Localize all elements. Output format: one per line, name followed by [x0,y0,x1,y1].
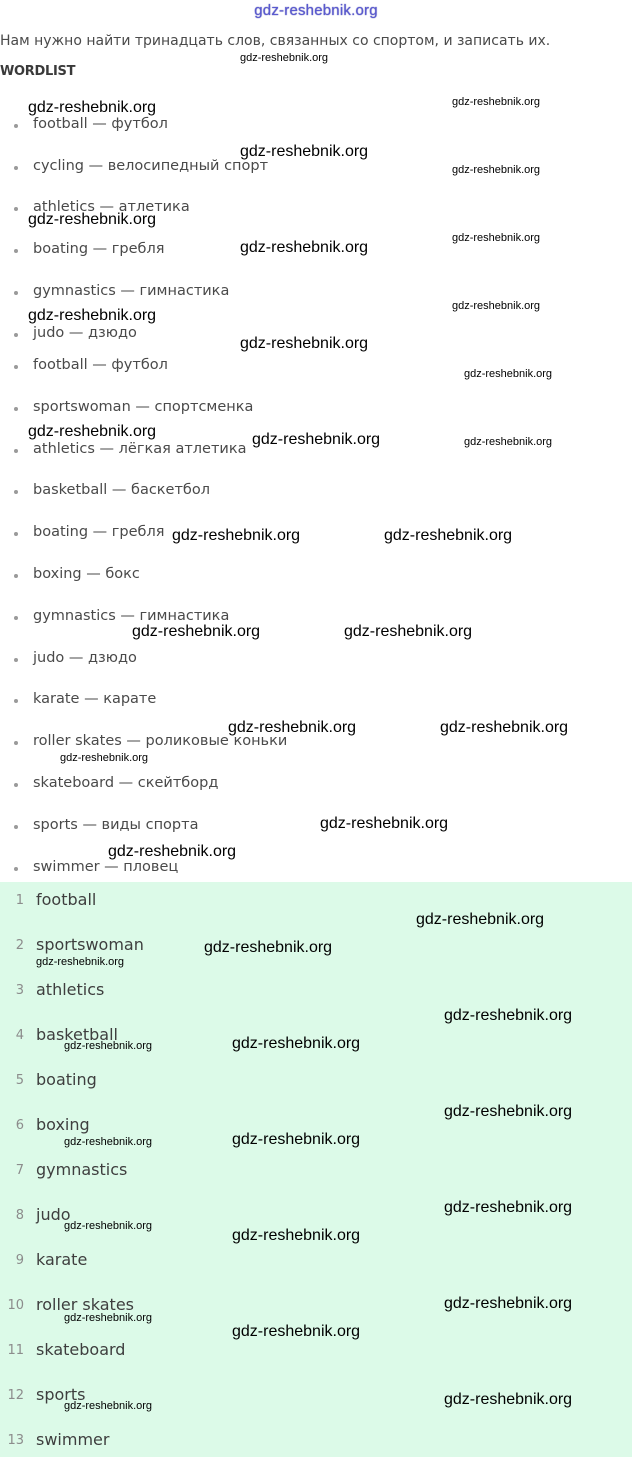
bullet-icon [14,532,18,536]
watermark: gdz-reshebnik.org [440,719,569,736]
watermark: gdz-reshebnik.org [132,623,261,640]
wordlist-heading: WORDLIST [0,64,76,79]
list-item: swimmer — пловец [14,857,178,877]
bullet-icon [14,574,18,578]
watermark: gdz-reshebnik.org [384,527,513,544]
answer-row [0,1025,632,1049]
answer-row [0,1430,632,1454]
bullet-icon [14,825,18,829]
list-item: basketball — баскетбол [14,480,210,500]
bullet-icon [14,166,18,170]
bullet-icon [14,365,18,369]
watermark: gdz-reshebnik.org [464,436,553,448]
intro-text: Нам нужно найти тринадцать слов, связанных со спортом, и записать их. [0,33,551,49]
answer-row [0,1385,632,1409]
list-item: sports — виды спорта [14,815,198,835]
watermark: gdz-reshebnik.org [64,1136,153,1148]
answer-number: 6 [15,1118,24,1133]
watermark: gdz-reshebnik.org [28,423,157,440]
watermark: gdz-reshebnik.org [416,911,545,928]
answer-word: football [36,890,97,909]
list-item: sportswoman — спортсменка [14,397,253,417]
answer-word: athletics [36,980,105,999]
list-item: gymnastics — гимнастика [14,281,229,301]
bullet-icon [14,124,18,128]
answer-number: 10 [7,1298,24,1313]
answer-number: 2 [15,938,24,953]
watermark: gdz-reshebnik.org [28,211,157,228]
list-item: boating — гребля [14,239,164,259]
list-item: judo — дзюдо [14,323,137,343]
watermark: gdz-reshebnik.org [232,1227,361,1244]
answer-row [0,1115,632,1139]
bullet-icon [14,658,18,662]
list-item: roller skates — роликовые коньки [14,731,287,751]
bullet-icon [14,249,18,253]
watermark: gdz-reshebnik.org [444,1391,573,1408]
answer-row [0,1160,632,1184]
bullet-icon [14,333,18,337]
answer-word: basketball [36,1025,118,1044]
bullet-icon [14,741,18,745]
watermark: gdz-reshebnik.org [444,1007,573,1024]
watermark: gdz-reshebnik.org [64,1220,153,1232]
answer-row [0,1070,632,1094]
watermark: gdz-reshebnik.org [28,99,157,116]
answer-number: 5 [15,1073,24,1088]
answer-row [0,890,632,914]
answer-number: 12 [7,1388,24,1403]
answer-number: 3 [15,983,24,998]
watermark: gdz-reshebnik.org [240,335,369,352]
answer-number: 8 [15,1208,24,1223]
list-item: football — футбол [14,355,168,375]
watermark: gdz-reshebnik.org [204,939,333,956]
bullet-icon [14,291,18,295]
bullet-icon [14,407,18,411]
bullet-icon [14,207,18,211]
watermark: gdz-reshebnik.org [240,143,369,160]
watermark: gdz-reshebnik.org [28,307,157,324]
answer-word: skateboard [36,1340,126,1359]
list-item: football — футбол [14,114,168,134]
answer-word: sportswoman [36,935,144,954]
bullet-icon [14,490,18,494]
list-item: skateboard — скейтборд [14,773,218,793]
list-item: gymnastics — гимнастика [14,606,229,626]
watermark: gdz-reshebnik.org [172,527,301,544]
list-item: athletics — атлетика [14,197,190,217]
watermark: gdz-reshebnik.org [452,300,541,312]
list-item: boating — гребля [14,522,164,542]
watermark: gdz-reshebnik.org [320,815,449,832]
watermark: gdz-reshebnik.org [64,1400,153,1412]
answer-number: 4 [15,1028,24,1043]
answer-word: boxing [36,1115,90,1134]
bullet-icon [14,699,18,703]
watermark: gdz-reshebnik.org [444,1295,573,1312]
answer-word: judo [36,1205,71,1224]
watermark: gdz-reshebnik.org [464,368,553,380]
list-item: judo — дзюдо [14,648,137,668]
watermark: gdz-reshebnik.org [232,1035,361,1052]
watermark: gdz-reshebnik.org [444,1199,573,1216]
list-item: karate — карате [14,689,156,709]
list-item: athletics — лёгкая атлетика [14,439,247,459]
answer-row [0,1340,632,1364]
watermark: gdz-reshebnik.org [344,623,473,640]
watermark: gdz-reshebnik.org [240,52,329,64]
answer-panel [0,882,632,1457]
watermark: gdz-reshebnik.org [452,164,541,176]
answer-word: swimmer [36,1430,110,1449]
answer-number: 13 [7,1433,24,1448]
answer-row [0,1295,632,1319]
answer-row [0,1205,632,1229]
watermark: gdz-reshebnik.org [108,843,237,860]
bullet-icon [14,616,18,620]
bullet-icon [14,449,18,453]
answer-word: roller skates [36,1295,134,1314]
answer-word: sports [36,1385,86,1404]
watermark: gdz-reshebnik.org [452,96,541,108]
bullet-icon [14,867,18,871]
watermark: gdz-reshebnik.org [64,1040,153,1052]
answer-row [0,935,632,959]
bullet-icon [14,783,18,787]
watermark: gdz-reshebnik.org [240,239,369,256]
watermark: gdz-reshebnik.org [252,431,381,448]
answer-number: 1 [15,893,24,908]
watermark: gdz-reshebnik.org [232,1131,361,1148]
answer-number: 9 [15,1253,24,1268]
watermark: gdz-reshebnik.org [452,232,541,244]
watermark: gdz-reshebnik.org [228,719,357,736]
watermark: gdz-reshebnik.org [444,1103,573,1120]
answer-word: karate [36,1250,88,1269]
answer-number: 11 [7,1343,24,1358]
answer-word: boating [36,1070,97,1089]
watermark: gdz-reshebnik.org [64,1312,153,1324]
answer-row [0,1250,632,1274]
site-title[interactable]: gdz-reshebnik.org [254,2,378,19]
watermark: gdz-reshebnik.org [36,956,125,968]
list-item: cycling — велосипедный спорт [14,156,268,176]
answer-row [0,980,632,1004]
answer-word: gymnastics [36,1160,128,1179]
watermark: gdz-reshebnik.org [60,752,149,764]
list-item: boxing — бокс [14,564,140,584]
watermark: gdz-reshebnik.org [232,1323,361,1340]
answer-number: 7 [15,1163,24,1178]
